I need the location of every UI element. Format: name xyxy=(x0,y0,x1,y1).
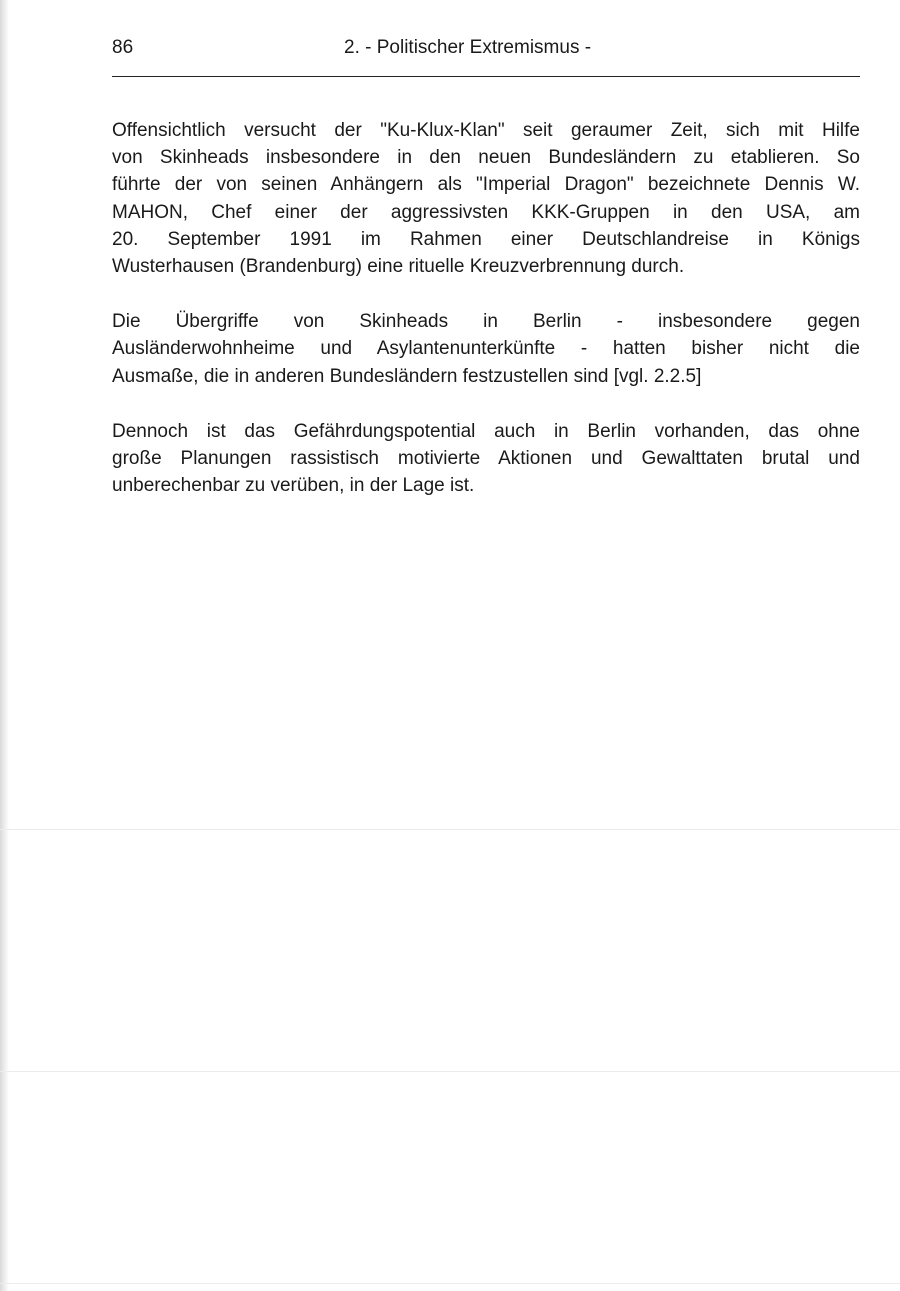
text-line: unberechenbar zu verüben, in der Lage ist. xyxy=(112,475,475,497)
text-line: Ausländerwohnheime und Asylantenunterkünfte - hatten bisher nicht die xyxy=(112,338,860,360)
header-rule xyxy=(112,76,860,77)
scan-artifact-line xyxy=(0,829,900,830)
text-line: Offensichtlich versucht der "Ku-Klux-Klan" seit geraumer Zeit, sich mit Hilfe xyxy=(112,120,860,141)
text-line: Dennoch ist das Gefährdungspotential auch in Berlin vorhanden, das ohne xyxy=(112,420,860,442)
scan-artifact-line xyxy=(0,1071,900,1072)
paragraph-kkk xyxy=(112,117,860,280)
paragraph-gefaehrdungspotential xyxy=(112,418,860,500)
page-header xyxy=(112,36,860,60)
scan-artifact-line xyxy=(0,1283,900,1284)
text-line: MAHON, Chef einer der aggressivsten KKK-Gruppen in den USA, am xyxy=(112,201,860,223)
running-title: 2. - Politischer Extremismus - xyxy=(344,37,592,58)
text-line: führte der von seinen Anhängern als "Imperial Dragon" bezeichnete Dennis W. xyxy=(112,174,860,196)
text-line: Wusterhausen (Brandenburg) eine rituelle Kreuzverbrennung durch. xyxy=(112,256,685,278)
page-number: 86 xyxy=(112,37,134,58)
paragraph-uebergriffe xyxy=(112,308,860,390)
text-line: Ausmaße, die in anderen Bundesländern festzustellen sind [vgl. 2.2.5] xyxy=(112,365,702,387)
text-line: große Planungen rassistisch motivierte Aktionen und Gewalttaten brutal und xyxy=(112,448,860,470)
text-line: von Skinheads insbesondere in den neuen Bundesländern zu etablieren. So xyxy=(112,147,860,169)
text-line: Die Übergriffe von Skinheads in Berlin - insbesondere gegen xyxy=(112,311,860,333)
scan-edge-shadow xyxy=(0,0,9,1291)
text-line: 20. September 1991 im Rahmen einer Deutschlandreise in Königs xyxy=(112,228,860,250)
body-text xyxy=(112,117,860,527)
